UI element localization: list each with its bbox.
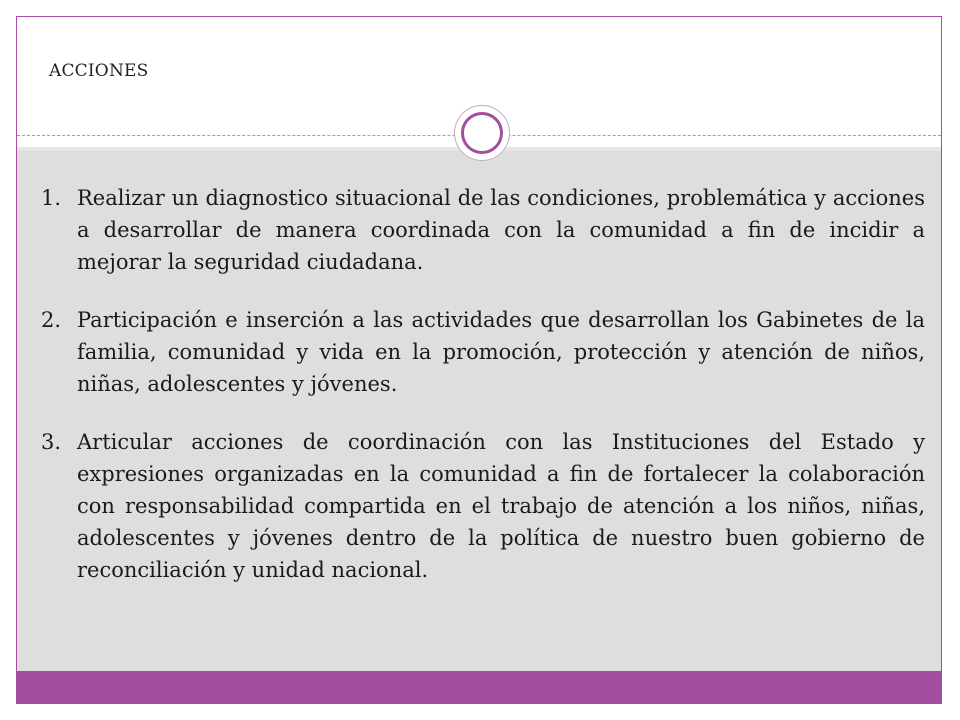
circle-ornament-icon <box>454 105 510 161</box>
list-item-text: Participación e inserción a las actividades que desarrollan los Gabinetes de la familia, comunidad y vida en la promoción, protección y atención de niños, niñas, adolescentes y jóvenes. <box>77 308 925 396</box>
footer-accent-bar <box>17 671 941 704</box>
list-item-text: Articular acciones de coordinación con las Instituciones del Estado y expresiones organizadas en la comunidad a fin de fortalecer la colaboración con responsabilidad compartida en el trabajo de atención a los niños, niñas, adolescentes y jóvenes dentro de la política de nuestro buen gobierno de reconciliación y unidad nacional. <box>77 430 925 582</box>
list-item-number: 2. <box>41 308 62 332</box>
list-item <box>41 182 925 278</box>
list-item-text: Realizar un diagnostico situacional de las condiciones, problemática y acciones a desarrollar de manera coordinada con la comunidad a fin de incidir a mejorar la seguridad ciudadana. <box>77 186 925 274</box>
list-item-number: 1. <box>41 186 62 210</box>
slide-frame <box>16 16 942 704</box>
list-item-number: 3. <box>41 430 62 454</box>
list-item <box>41 304 925 400</box>
actions-list <box>41 182 925 612</box>
slide-title: ACCIONES <box>49 61 149 81</box>
list-item <box>41 426 925 586</box>
circle-ornament-ring <box>461 112 503 154</box>
